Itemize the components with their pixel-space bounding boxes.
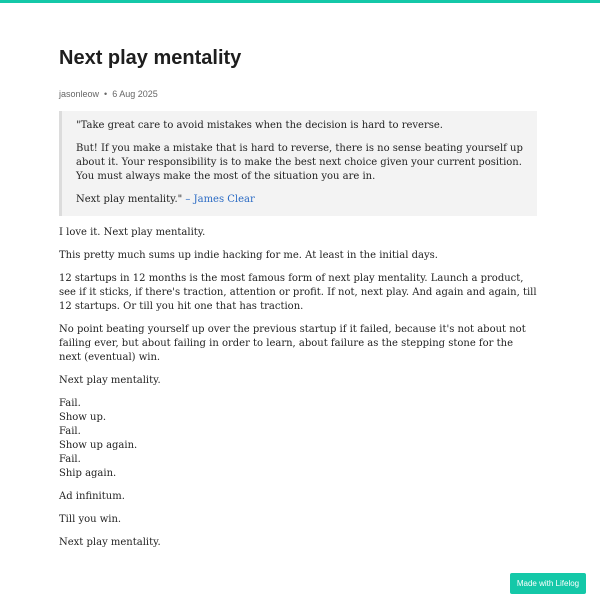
body-paragraph-2: This pretty much sums up indie hacking for me. At least in the initial days. xyxy=(59,250,438,261)
quote-paragraph-3 xyxy=(76,193,523,207)
body-paragraph-7: Till you win. xyxy=(59,514,122,525)
post-author[interactable]: jasonleow xyxy=(59,89,100,99)
made-with-lifelog-button[interactable]: Made with Lifelog xyxy=(510,573,586,594)
list-line-2: Show up. xyxy=(59,412,107,423)
body-paragraph-3: 12 startups in 12 months is the most famous form of next play mentality. Launch a product, see if it sticks, if there's traction, attention or profit. If not, next play. And again and again, till 12 startups. Or till you hit one that has traction. xyxy=(59,273,537,312)
quote-closing-text: Next play mentality." xyxy=(76,194,183,205)
quote-attribution-link[interactable]: – James Clear xyxy=(182,194,255,205)
list-line-4: Show up again. xyxy=(59,440,138,451)
list-line-6: Ship again. xyxy=(59,468,117,479)
post-date: 6 Aug 2025 xyxy=(112,89,158,99)
list-line-1: Fail. xyxy=(59,398,81,409)
post-article xyxy=(59,46,537,559)
body-paragraph-8: Next play mentality. xyxy=(59,537,161,548)
list-line-3: Fail. xyxy=(59,426,81,437)
body-paragraph-4: No point beating yourself up over the previous startup if it failed, because it's not about not failing ever, but about failing in order to learn, about failure as the stepping stone for the next (eventual) win. xyxy=(59,324,526,363)
body-line-list xyxy=(59,397,537,481)
post-body xyxy=(59,226,537,550)
meta-separator: • xyxy=(104,89,108,99)
post-title: Next play mentality xyxy=(59,47,242,69)
body-paragraph-5: Next play mentality. xyxy=(59,375,161,386)
quote-paragraph-2: But! If you make a mistake that is hard to reverse, there is no sense beating yourself up about it. Your responsibility is to make the best next choice given your current position. You must always make the most of the situation you are in. xyxy=(76,143,523,182)
body-paragraph-6: Ad infinitum. xyxy=(59,491,125,502)
post-meta xyxy=(59,88,537,100)
list-line-5: Fail. xyxy=(59,454,81,465)
top-accent-bar xyxy=(0,0,600,3)
post-blockquote xyxy=(59,111,537,216)
body-paragraph-1: I love it. Next play mentality. xyxy=(59,227,206,238)
quote-paragraph-1: "Take great care to avoid mistakes when the decision is hard to reverse. xyxy=(76,120,443,131)
